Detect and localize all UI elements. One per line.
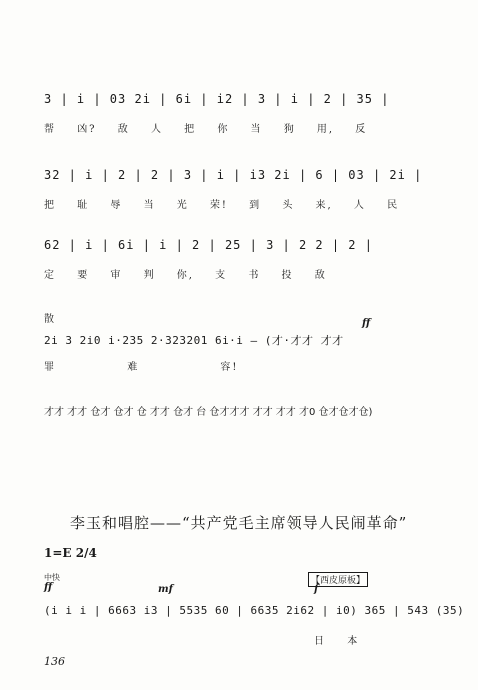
lyric: 你 — [217, 124, 230, 135]
dynamic-marking: ff — [44, 582, 53, 593]
score-row-2 — [44, 168, 440, 218]
lyric: 把 — [44, 200, 56, 211]
notation-line: 3 | i | 03 2i | 6i | i2 | 3 | i | 2 | 35 | — [44, 92, 390, 106]
lyric: 当 — [250, 124, 263, 135]
lyric: 人 — [150, 124, 163, 135]
lyric: 凶? — [77, 124, 97, 135]
lyric: 日 — [314, 636, 326, 647]
dynamic-marking: f — [314, 584, 319, 595]
dynamic-marking: mf — [158, 584, 173, 595]
lyric: 难 — [127, 362, 140, 373]
lyric: 敌 — [117, 124, 130, 135]
lyric: 辱 — [110, 200, 123, 211]
dynamic-marking: ff — [362, 318, 371, 329]
lyric: 判 — [143, 270, 156, 281]
lyrics-line — [44, 358, 440, 373]
notation-line: (i i i | 6663 i3 | 5535 60 | 6635 2i62 | i0) 365 | 543 (35) — [44, 604, 465, 617]
lyric: 来, — [315, 200, 333, 211]
lyrics-line — [44, 196, 440, 211]
percussion-line: 才才 才才 仓才 仓才 仓 才才 仓才 台 仓才才才 才才 才才 才0 仓才仓才仓) — [44, 407, 373, 418]
key-signature: 1=E 2/4 — [44, 546, 97, 560]
lyric: 敌 — [314, 270, 327, 281]
lyric: 本 — [347, 636, 360, 647]
tempo-marking: 散 — [44, 314, 54, 325]
lyric: 民 — [387, 200, 400, 211]
lyric: 容! — [220, 362, 239, 373]
notation-line: 32 | i | 2 | 2 | 3 | i | i3 2i | 6 | 03 | 2i | — [44, 168, 423, 182]
score-row-1 — [44, 92, 440, 142]
score-row-3 — [44, 238, 440, 288]
lyric: 耻 — [77, 200, 90, 211]
lyric: 定 — [44, 270, 56, 281]
score-row-4 — [44, 310, 440, 373]
page-number: 136 — [44, 655, 65, 668]
lyric: 狗 — [283, 124, 296, 135]
score-row-5 — [44, 403, 440, 427]
lyric: 荣! — [209, 200, 228, 211]
lyric: 书 — [248, 270, 261, 281]
lyric: 人 — [353, 200, 366, 211]
lyric: 当 — [143, 200, 156, 211]
notation-line: 2i 3 2i0 i·235 2·323201 6i·i — (才·才才 才才 — [44, 334, 344, 347]
lyric: 审 — [110, 270, 123, 281]
section-title: 李玉和唱腔——“共产党毛主席领导人民闹革命” — [70, 514, 408, 532]
banshi-label: 【西皮原板】 — [308, 572, 368, 587]
lyrics-line — [314, 632, 414, 647]
lyric: 要 — [77, 270, 90, 281]
lyric: 投 — [281, 270, 294, 281]
lyric: 支 — [215, 270, 228, 281]
lyric: 到 — [249, 200, 262, 211]
lyrics-line — [44, 266, 440, 281]
tempo-marking: 中快 — [44, 573, 60, 582]
lyric: 头 — [282, 200, 295, 211]
lyric: 用, — [316, 124, 335, 135]
lyric: 把 — [184, 124, 197, 135]
lyric: 你, — [176, 270, 194, 281]
lyric: 帮 — [44, 124, 56, 135]
lyrics-line — [44, 120, 440, 135]
lyric: 反 — [355, 124, 368, 135]
lyric: 光 — [176, 200, 189, 211]
notation-line: 62 | i | 6i | i | 2 | 25 | 3 | 2 2 | 2 | — [44, 238, 373, 252]
lyric: 罪 — [44, 362, 56, 373]
